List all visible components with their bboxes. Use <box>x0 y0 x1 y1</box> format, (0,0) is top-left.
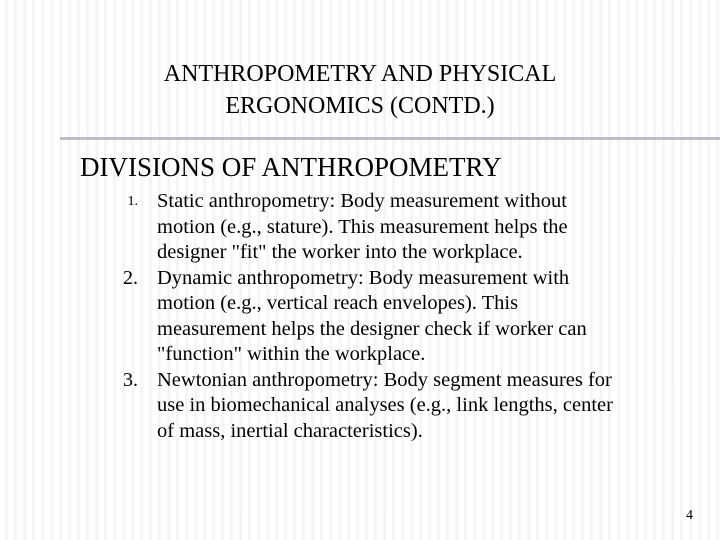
slide-title-line-2: ERGONOMICS (CONTD.) <box>225 93 495 119</box>
list-item-text <box>157 266 707 368</box>
list-item-number: 1. <box>127 194 138 209</box>
list-item-line: Dynamic anthropometry: Body measurement with <box>157 266 570 289</box>
list-item-number: 2. <box>123 266 138 289</box>
list-item-line: motion (e.g., stature). This measurement helps the <box>157 215 568 238</box>
list-item-line: Newtonian anthropometry: Body segment measures for <box>157 368 612 391</box>
slide-title <box>60 58 660 122</box>
list-item-line: use in biomechanical analyses (e.g., link lengths, center <box>157 394 613 416</box>
title-divider <box>60 137 720 140</box>
list-item <box>0 368 707 445</box>
section-heading: DIVISIONS OF ANTHROPOMETRY <box>80 152 502 182</box>
page-number: 4 <box>686 508 693 523</box>
list-item-text <box>157 368 707 445</box>
list-item-line: designer "fit" the worker into the workplace. <box>157 241 523 263</box>
list-item-line: measurement helps the designer check if worker can <box>157 317 587 340</box>
list-item-number: 3. <box>123 368 138 391</box>
slide-title-line-1: ANTHROPOMETRY AND PHYSICAL <box>163 61 557 87</box>
list-item-line: of mass, inertial characteristics). <box>157 419 423 442</box>
list-item-line: motion (e.g., vertical reach envelopes). This <box>157 292 519 314</box>
list-item <box>0 266 707 368</box>
list-item-line: Static anthropometry: Body measurement without <box>157 190 567 212</box>
divisions-list <box>0 189 720 444</box>
list-item-text <box>157 189 707 266</box>
list-item-line: "function" within the workplace. <box>157 343 426 365</box>
list-item <box>0 189 707 266</box>
